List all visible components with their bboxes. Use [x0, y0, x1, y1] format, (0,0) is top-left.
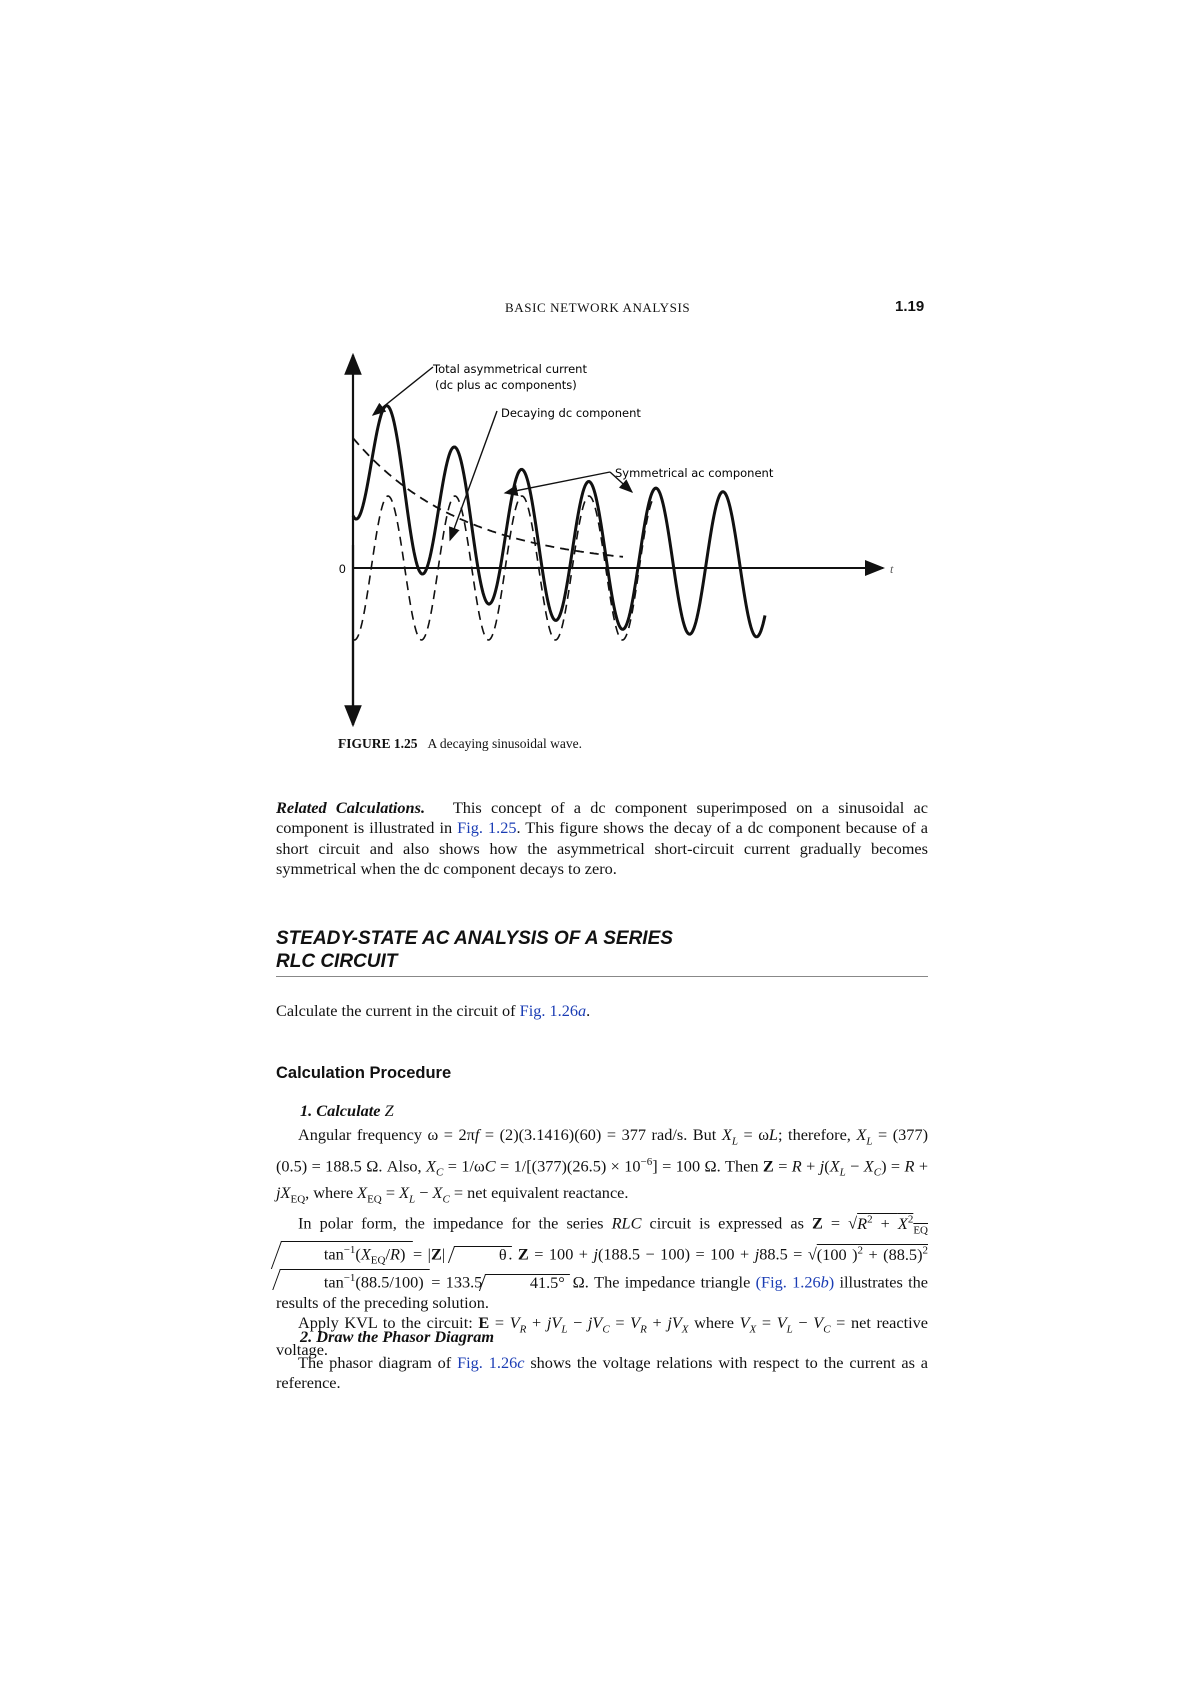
leader-dc [450, 411, 497, 540]
link-fig-1-26c[interactable]: Fig. 1.26c [457, 1353, 525, 1372]
figure-caption: FIGURE 1.25 A decaying sinusoidal wave. [338, 736, 582, 751]
link-fig-1-25[interactable]: Fig. 1.25 [457, 818, 517, 838]
label-ac: Symmetrical ac component [615, 466, 774, 480]
label-total: Total asymmetrical current [433, 362, 587, 376]
step-1-heading: 1. Calculate Z [300, 1101, 394, 1120]
step-2-body: The phasor diagram of Fig. 1.26c shows the voltage relations with respect to the current as a reference. [276, 1353, 929, 1393]
origin-label: 0 [339, 562, 346, 576]
step-2-heading: 2. Draw the Phasor Diagram [300, 1327, 495, 1346]
link-fig-1-26a[interactable]: Fig. 1.26a [519, 1001, 587, 1020]
related-calculations-paragraph: Related Calculations. This concept of a dc component superimposed on a sinusoidal ac component is illustrated in Fig. 1.25. This figure shows the decay of a dc component because of a short circuit and also shows how the asymmetrical short-circuit current gradually becomes symmetrical when the dc component decays to zero. [276, 798, 928, 879]
label-total-2: (dc plus ac components) [435, 378, 577, 392]
task-statement: Calculate the current in the circuit of Fig. 1.26a. [276, 1001, 591, 1020]
label-dc: Decaying dc component [501, 406, 641, 420]
running-head: BASIC NETWORK ANALYSIS [505, 300, 691, 315]
total-asymmetrical-curve [353, 406, 765, 637]
step-1-body: Angular frequency ω = 2πf = (2)(3.1416)(60) = 377 rad/s. But $X_L = \omega L$; therefore, $X_L = (377)(0.5) = 188.5$ Ω. Also, $X_C = 1/\omega C = 1/[(377)(26.5) \times 10^{-6}] = 100$ Ω. Then $Z = R + j(X_L - X_C) = R + jX_{EQ}$, where $X_{EQ} = X_L - X_C$ = net equivalent reactance. In polar form, the impedance for the series RLC circuit is expressed as $Z = √R^2 + X^2_{EQ}$ $\tan^{-1}(X_{EQ}/R) = |Z|$ θ . Z = 100 + j(188.5 − 100) = 100 + j88.5 = √(100 )$^2 + (88.5)^2$ $\tan^{-1}(88.5/100) = 133.5$ 41.5° Ω. The impedance triangle (Fig. 1.26b) illustrates the results of the preceding solution. Apply KVL to the circuit: $E = V_R + jV_L - jV_C = V_R + jV_X$ where $V_X = V_L - V_C$ = net reactive voltage. [276, 1125, 928, 1360]
link-fig-1-26b[interactable]: (Fig. 1.26b) [755, 1272, 835, 1292]
t-axis-label: t [890, 562, 894, 576]
leader-total [373, 367, 433, 415]
page-number: 1.19 [895, 298, 925, 315]
figure-1-25 [325, 345, 910, 730]
section-title: STEADY-STATE AC ANALYSIS OF A SERIES RLC CIRCUIT [276, 927, 928, 977]
procedure-heading: Calculation Procedure [276, 1064, 452, 1082]
